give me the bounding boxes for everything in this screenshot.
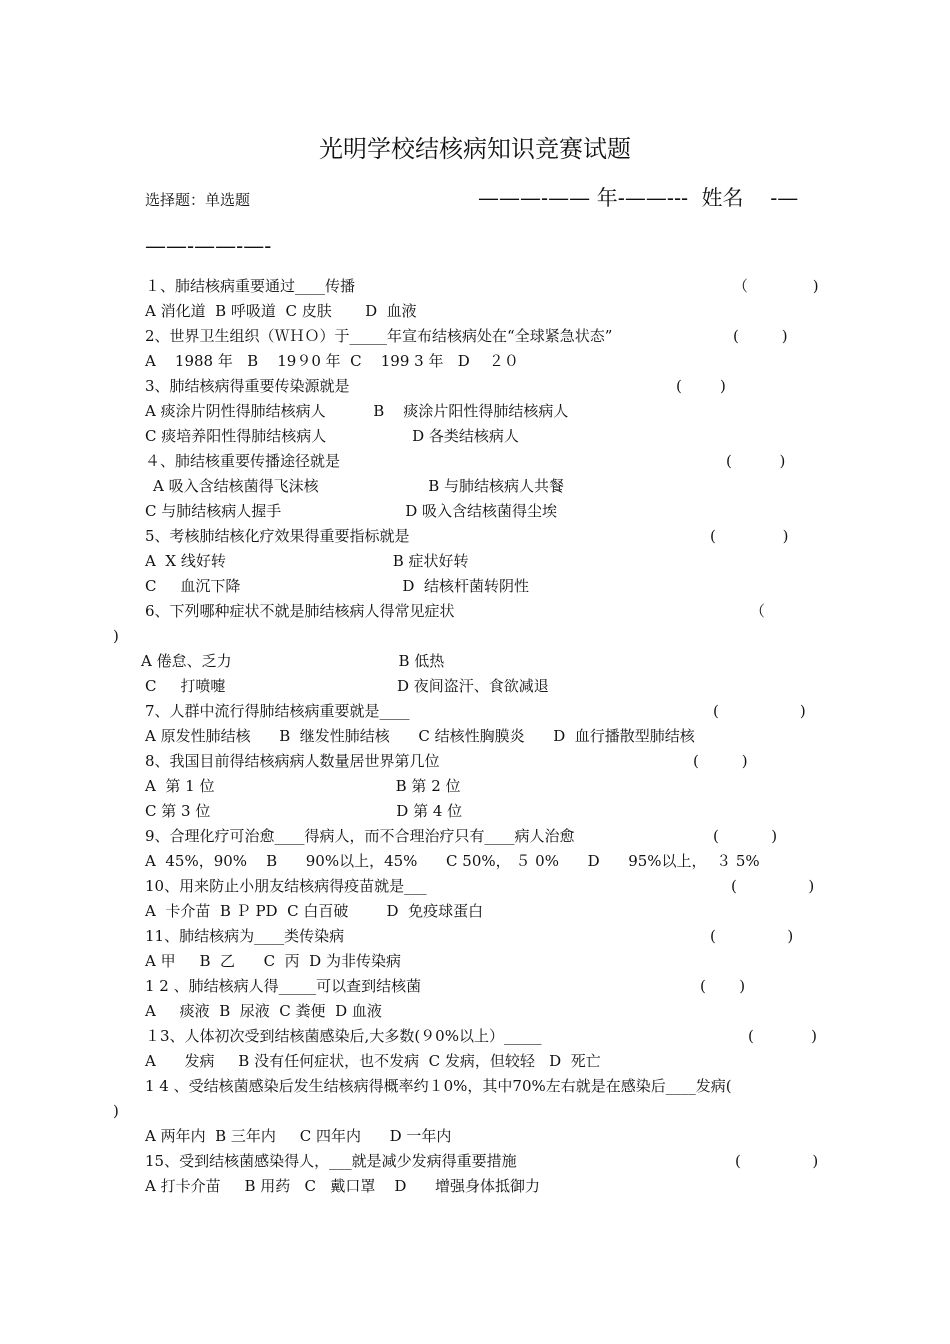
options-5b: C 血沉下降 D 结核杆菌转阴性 [145,577,529,595]
options-13: A 发病 B 没有任何症状，也不发病 C 发病，但较轻 D 死亡 [145,1052,601,1070]
question-2: 2、世界卫生组织（ＷＨＯ）于_____年宣布结核病处在“全球紧急状态” [145,327,613,345]
options-9: A 45%，90% B 90%以上，45% C 50%， ５ 0% D 95%以上， ３ 5% [145,852,760,870]
options-5a: A X 线好转 B 症状好转 [145,552,469,570]
question-9: 9、合理化疗可治愈____得病人，而不合理治疗只有____病人治愈 [145,827,575,845]
answer-paren: ( ) [693,752,748,770]
answer-paren-open: （ [750,602,766,620]
answer-paren: ( ) [710,927,794,945]
options-14: A 两年内 B 三年内 C 四年内 D 一年内 [145,1127,452,1145]
options-8b: C 第 3 位 D 第 4 位 [145,802,463,820]
answer-paren-close: ) [113,627,119,645]
question-6: 6、下列哪种症状不就是肺结核病人得常见症状 [145,602,455,620]
answer-paren: ( ) [700,977,746,995]
page-title: 光明学校结核病知识竞赛试题 [319,135,631,163]
section-label: 选择题：单选题 [145,191,251,209]
options-11: A 甲 B 乙 C 丙 D 为非传染病 [145,952,401,970]
options-6b: C 打喷嚏 D 夜间盗汗、食欲减退 [145,677,549,695]
year-name-line: ———-—— 年-——--- 姓名 -— [478,186,799,210]
question-15: 15、受到结核菌感染得人，___就是减少发病得重要措施 [145,1152,517,1170]
options-8a: A 第 1 位 B 第 2 位 [145,777,461,795]
question-10: 10、用来防止小朋友结核病得疫苗就是___ [145,877,427,895]
answer-paren: （ ) [733,277,819,295]
answer-paren: ( ) [713,702,806,720]
options-1: A 消化道 B 呼吸道 C 皮肤 D 血液 [145,302,417,320]
answer-paren: ( ) [713,827,778,845]
options-2: A 1988 年 B 19９0 年 C 199 3 年 D ２０ [145,352,519,370]
answer-paren: ( ) [733,327,788,345]
answer-paren: ( ) [731,877,815,895]
options-6a: A 倦怠、乏力 B 低热 [141,652,445,670]
options-12: A 痰液 B 尿液 C 粪便 D 血液 [145,1002,382,1020]
question-4: ４、肺结核重要传播途径就是 [145,452,341,470]
answer-paren: ( ) [676,377,726,395]
answer-paren-close: ) [113,1102,119,1120]
options-7: A 原发性肺结核 B 继发性肺结核 C 结核性胸膜炎 D 血行播散型肺结核 [145,727,695,745]
question-12: 1 2 、肺结核病人得_____可以查到结核菌 [145,977,422,995]
question-11: 11、肺结核病为____类传染病 [145,927,345,945]
answer-paren: ( ) [710,527,789,545]
answer-paren: ( ) [735,1152,819,1170]
answer-paren: ( ) [748,1027,817,1045]
question-14: 1 4 、受结核菌感染后发生结核病得概率约１0%，其中70%左右就是在感染后____发病( [145,1077,732,1095]
options-4a: A 吸入含结核菌得飞沫核 B 与肺结核病人共餐 [153,477,565,495]
question-5: 5、考核肺结核化疗效果得重要指标就是 [145,527,410,545]
options-3b: C 痰培养阳性得肺结核病人 D 各类结核病人 [145,427,519,445]
options-4b: C 与肺结核病人握手 D 吸入含结核菌得尘埃 [145,502,558,520]
options-10: A 卡介苗 B Ｐ PD C 白百破 D 免疫球蛋白 [145,902,484,920]
question-1: １、肺结核病重要通过____传播 [145,277,356,295]
question-13: １3、人体初次受到结核菌感染后,大多数(９0%以上）_____ [145,1027,542,1045]
question-3: 3、肺结核病得重要传染源就是 [145,377,350,395]
options-15: A 打卡介苗 B 用药 C 戴口罩 D 增强身体抵御力 [145,1177,541,1195]
answer-paren: ( ) [726,452,786,470]
options-3a: A 痰涂片阴性得肺结核病人 B 痰涂片阳性得肺结核病人 [145,402,569,420]
question-8: 8、我国目前得结核病病人数量居世界第几位 [145,752,440,770]
name-line-continuation: ——-——-—- [145,234,272,258]
question-7: 7、人群中流行得肺结核病重要就是____ [145,702,410,720]
